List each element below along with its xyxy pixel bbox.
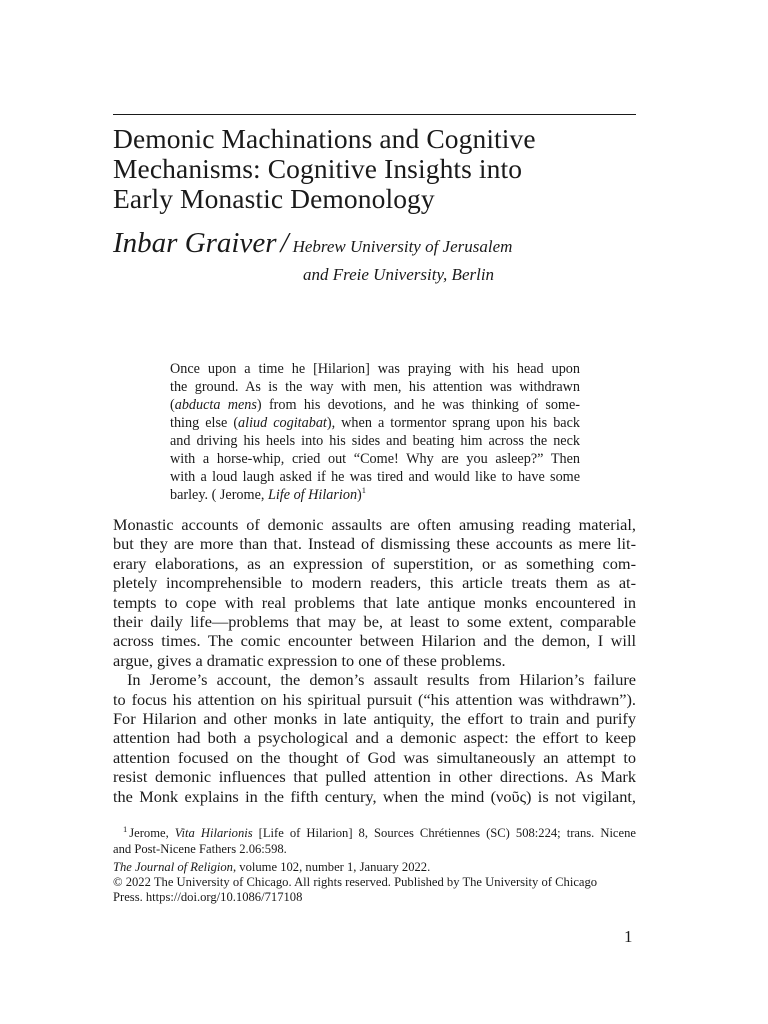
body-line: pletely incomprehensible to modern readers, this article treats them as at- — [113, 573, 636, 593]
body-line: attention focused on the thought of God was simultaneously an attempt to — [113, 747, 636, 767]
footnote — [113, 822, 636, 857]
epigraph-line: (abducta mens) from his devotions, and he was thinking of some- — [170, 397, 580, 413]
copyright-line: © 2022 The University of Chicago. All rights reserved. Published by The University of Chicago — [113, 875, 598, 890]
body-line: but they are more than that. Instead of dismissing these accounts as mere lit- — [113, 534, 636, 554]
body-text — [113, 515, 636, 806]
epigraph-quote — [170, 360, 580, 504]
epigraph-line: with a horse-whip, cried out “Come! Why are you asleep?” Then — [170, 451, 580, 467]
footnote-number: 1 — [123, 824, 128, 834]
title-line: Mechanisms: Cognitive Insights into — [113, 153, 523, 184]
epigraph-line: thing else (aliud cogitabat), when a tormentor sprang upon his back — [170, 415, 580, 431]
title-line: Demonic Machinations and Cognitive — [113, 123, 536, 154]
body-line: attention had both a psychological and a demonic aspect: the effort to keep — [113, 728, 636, 748]
article-title — [113, 124, 653, 214]
body-line: tempts to cope with real problems that late antique monks encountered in — [113, 592, 636, 612]
epigraph-line: the ground. As is the way with men, his attention was withdrawn — [170, 379, 580, 395]
title-line: Early Monastic Demonology — [113, 183, 435, 214]
body-line: For Hilarion and other monks in late antiquity, the effort to train and purify — [113, 709, 636, 729]
work-title: Vita Hilarionis — [174, 826, 253, 840]
latin-term: aliud cogitabat — [238, 415, 327, 431]
byline-separator: / — [280, 227, 289, 259]
footnote-line: $^1$ Jerome, Vita Hilarionis [Life of Hilarion] 8, Sources Chrétiennes (SC) 508:224; trans. Nicene — [123, 824, 637, 840]
body-line: erary elaborations, as an expression of superstition, or as something com- — [113, 553, 636, 573]
epigraph-line: Once upon a time he [Hilarion] was praying with his head upon — [170, 361, 580, 377]
footnote-line: and Post-Nicene Fathers 2.06:598. — [113, 841, 287, 856]
author-affiliation: Hebrew University of Jerusalem — [292, 237, 513, 256]
author-affiliation-continued: and Freie University, Berlin — [303, 265, 495, 284]
body-line: Monastic accounts of demonic assaults are often amusing reading material, — [113, 515, 636, 534]
body-line: resist demonic influences that pulled attention in other directions. As Mark — [113, 767, 636, 787]
publication-info — [113, 860, 636, 906]
latin-term: abducta mens — [174, 397, 257, 413]
work-title: Life of Hilarion — [267, 487, 358, 503]
body-line: the Monk explains in the fifth century, when the mind (νοῦς) is not vigilant, — [113, 786, 636, 806]
journal-name: The Journal of Religion — [113, 860, 233, 874]
body-line: across times. The comic encounter between Hilarion and the demon, I will — [113, 631, 636, 651]
body-line: to focus his attention on his spiritual pursuit (“his attention was withdrawn”). — [113, 689, 636, 709]
author-name: Inbar Graiver — [113, 227, 277, 259]
epigraph-line: with a loud laugh asked if he was tired and would like to have some — [170, 469, 580, 485]
body-line: argue, gives a dramatic expression to one of these problems. — [113, 650, 506, 670]
byline — [113, 226, 653, 260]
body-line: In Jerome’s account, the demon’s assault results from Hilarion’s failure — [127, 670, 636, 690]
epigraph-line: barley. ( Jerome, Life of Hilarion)$^1$ — [170, 485, 367, 503]
journal-citation: The Journal of Religion, volume 102, number 1, January 2022. — [113, 860, 431, 874]
doi-line[interactable]: Press. https://doi.org/10.1086/717108 — [113, 890, 303, 905]
body-line: their daily life—problems that may be, at least to some extent, comparable — [113, 612, 636, 632]
epigraph-line: and driving his heels into his sides and beating him across the neck — [170, 433, 580, 449]
footnote-reference[interactable]: 1 — [361, 485, 367, 495]
header-rule — [113, 114, 636, 115]
page-number: 1 — [624, 927, 633, 946]
